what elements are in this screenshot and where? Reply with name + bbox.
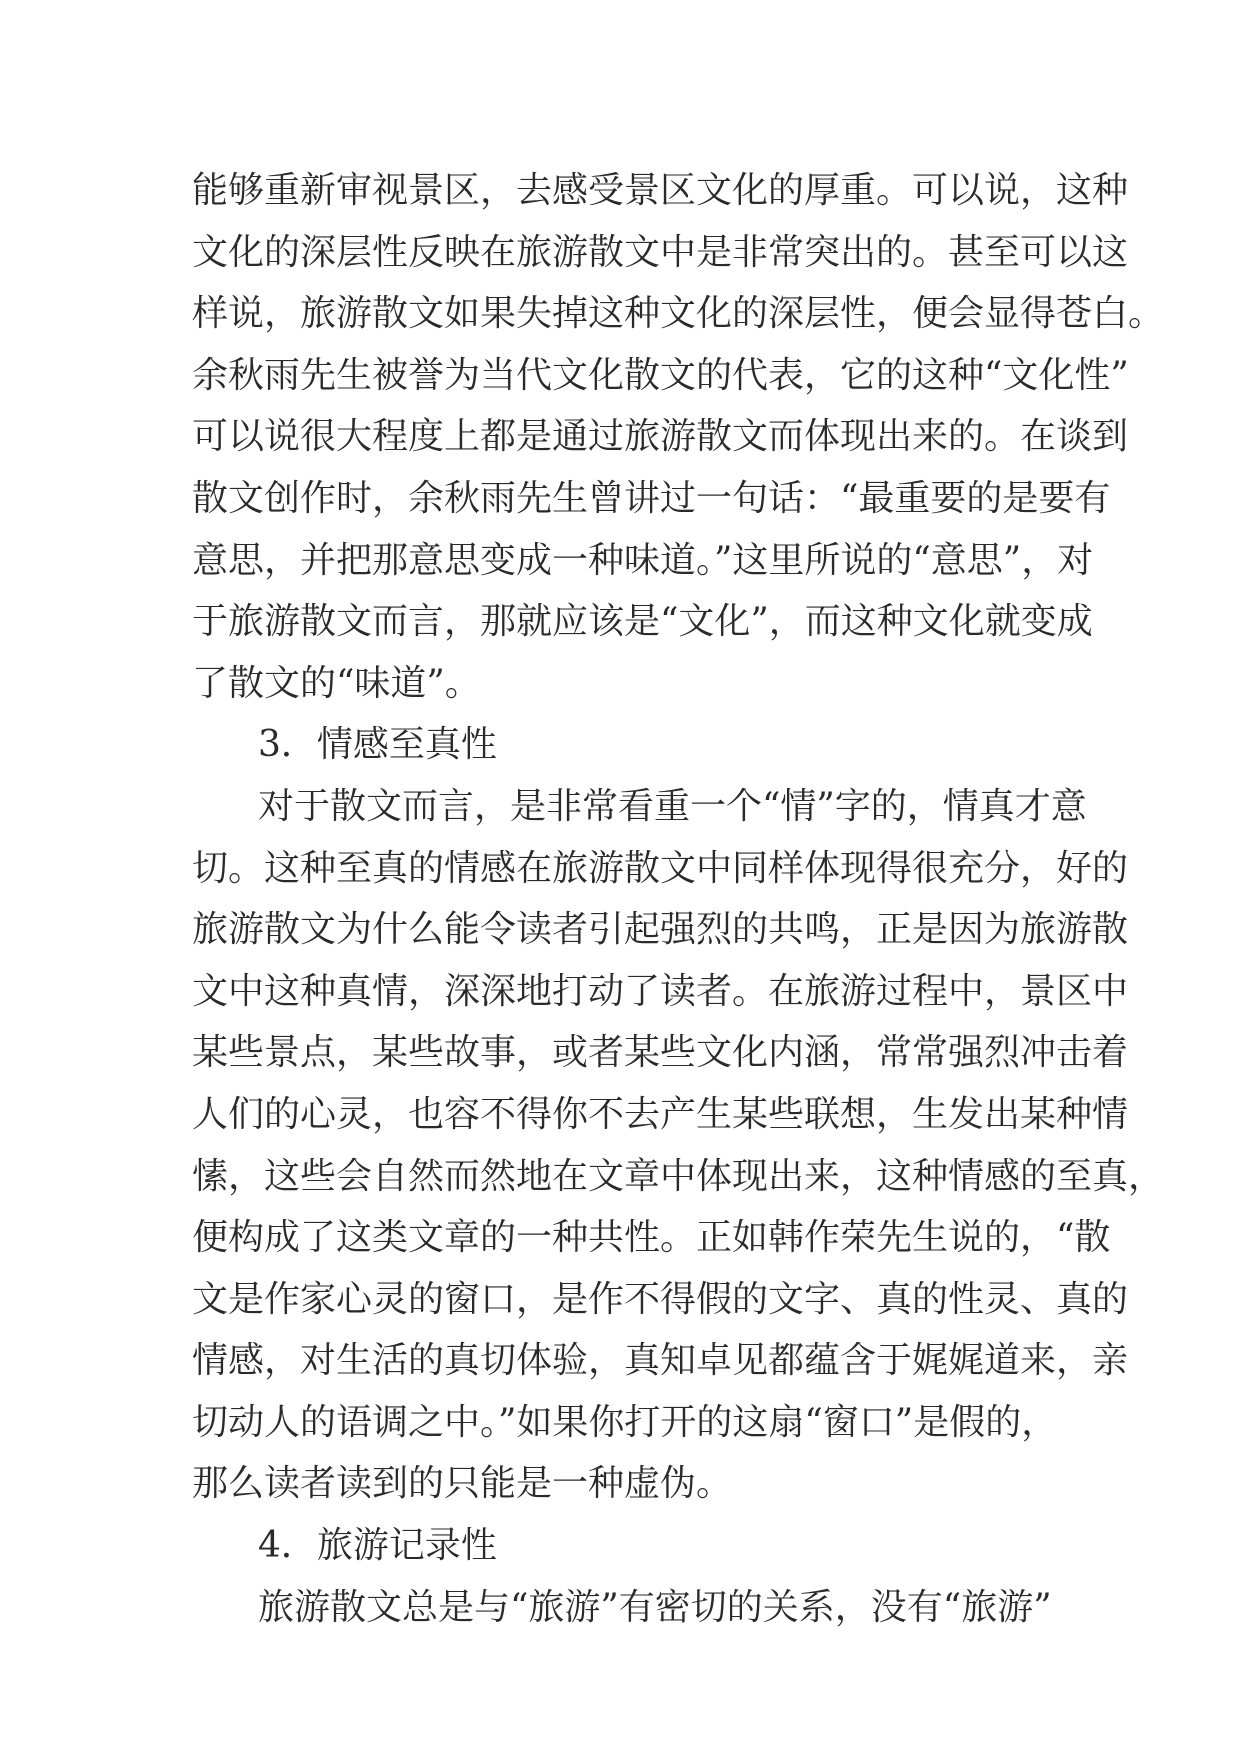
section-heading: 3．情感至真性 <box>258 724 497 766</box>
text-line: 文化的深层性反映在旅游散文中是非常突出的。甚至可以这 <box>192 231 1129 273</box>
text-line: 旅游散文为什么能令读者引起强烈的共鸣，正是因为旅游散 <box>192 909 1129 951</box>
text-line: 人们的心灵，也容不得你不去产生某些联想，生发出某种情 <box>192 1093 1129 1135</box>
text-line: 切动人的语调之中。”如果你打开的这扇“窗口”是假的， <box>192 1401 1058 1443</box>
text-line: 余秋雨先生被誉为当代文化散文的代表，它的这种“文化性” <box>192 354 1129 396</box>
text-line: 情感，对生活的真切体验，真知卓见都蕴含于娓娓道来，亲 <box>192 1340 1129 1382</box>
text-line: 了散文的“味道”。 <box>192 662 481 704</box>
text-line: 于旅游散文而言，那就应该是“文化”，而这种文化就变成 <box>192 601 1093 643</box>
text-line: 样说，旅游散文如果失掉这种文化的深层性，便会显得苍白。 <box>192 293 1165 335</box>
paragraph-first-line: 旅游散文总是与“旅游”有密切的关系，没有“旅游” <box>258 1586 1052 1628</box>
text-line: 文中这种真情，深深地打动了读者。在旅游过程中，景区中 <box>192 970 1129 1012</box>
text-line: 愫，这些会自然而然地在文章中体现出来，这种情感的至真， <box>192 1155 1165 1197</box>
text-line: 可以说很大程度上都是通过旅游散文而体现出来的。在谈到 <box>192 416 1129 458</box>
body-text <box>192 160 1165 1638</box>
paragraph-first-line: 对于散文而言，是非常看重一个“情”字的，情真才意 <box>258 785 1087 827</box>
text-line: 散文创作时，余秋雨先生曾讲过一句话：“最重要的是要有 <box>192 477 1111 519</box>
text-line: 意思，并把那意思变成一种味道。”这里所说的“意思”，对 <box>192 539 1094 581</box>
section-heading: 4．旅游记录性 <box>258 1525 497 1567</box>
text-line: 能够重新审视景区，去感受景区文化的厚重。可以说，这种 <box>192 170 1129 211</box>
text-line: 便构成了这类文章的一种共性。正如韩作荣先生说的，“散 <box>192 1217 1111 1259</box>
text-line: 文是作家心灵的窗口，是作不得假的文字、真的性灵、真的 <box>192 1278 1129 1320</box>
text-line: 某些景点，某些故事，或者某些文化内涵，常常强烈冲击着 <box>192 1032 1129 1074</box>
text-line: 那么读者读到的只能是一种虚伪。 <box>192 1463 733 1505</box>
text-line: 切。这种至真的情感在旅游散文中同样体现得很充分，好的 <box>192 847 1129 889</box>
